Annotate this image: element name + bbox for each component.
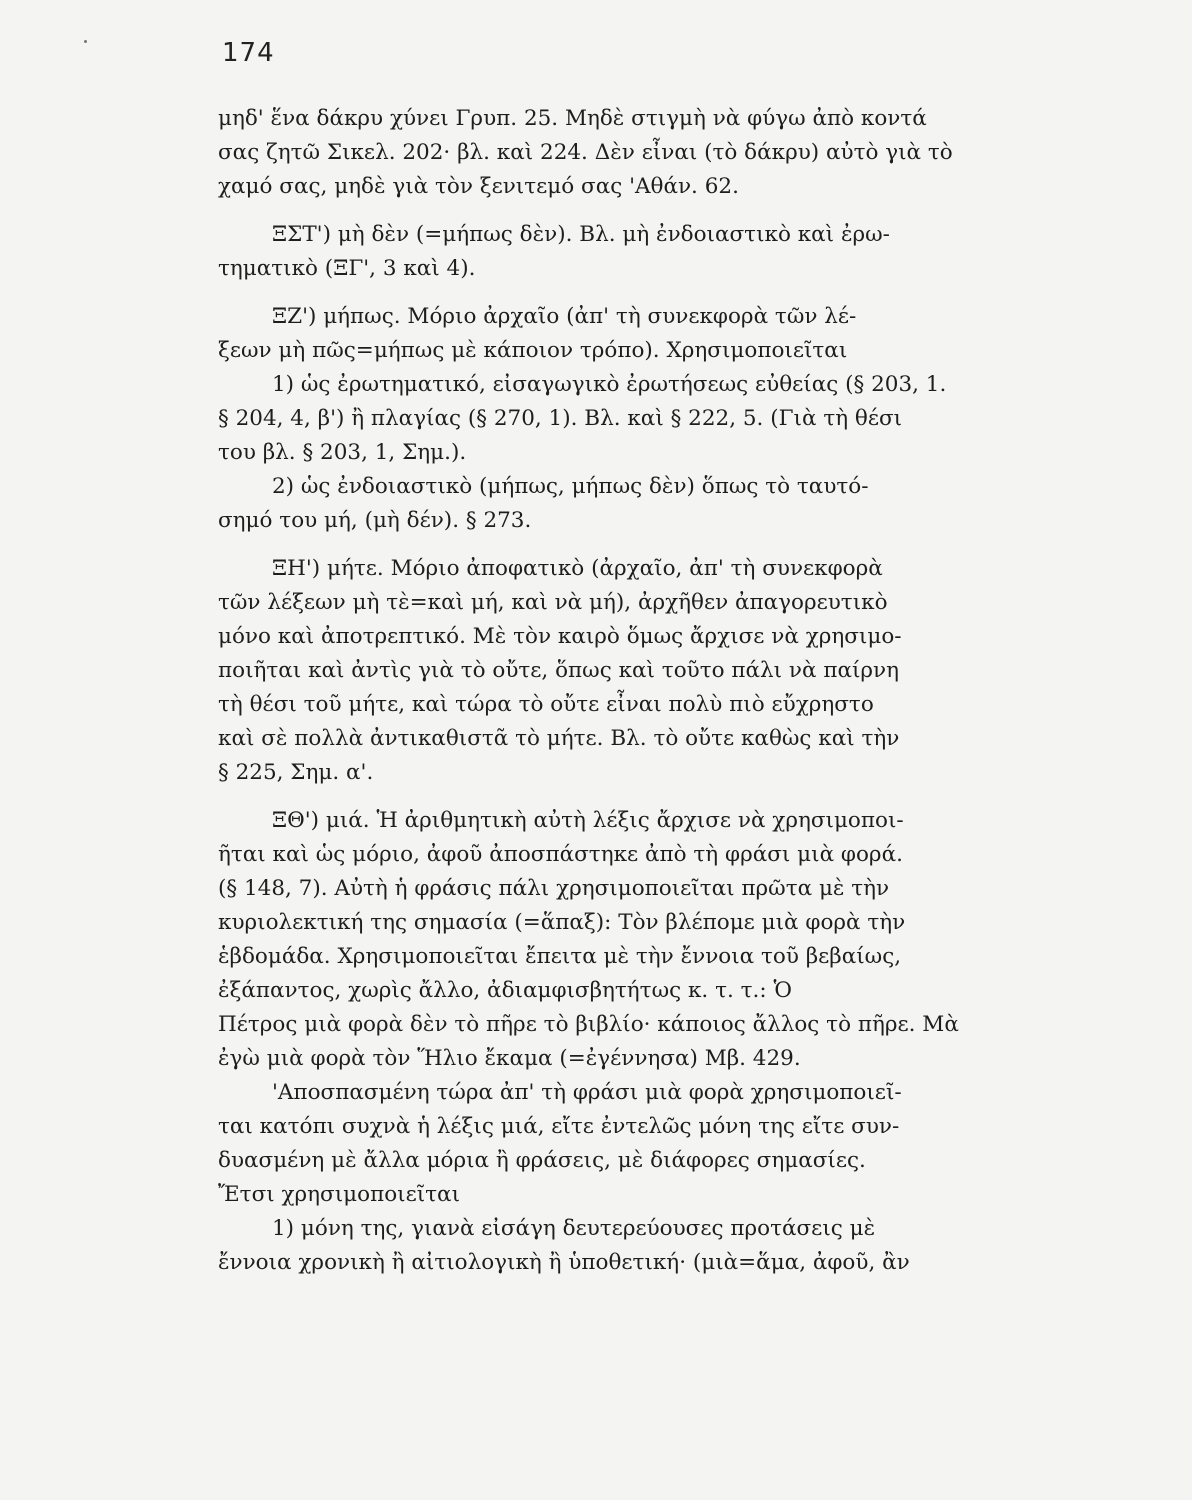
text-line: ξεων μὴ πῶς=μήπως μὲ κάποιον τρόπο). Χρησιμοποιεῖται	[218, 338, 848, 363]
text-line: τὴ θέσι τοῦ μήτε, καὶ τώρα τὸ οὔτε εἶναι πολὺ πιὸ εὔχρηστο	[218, 692, 874, 717]
paragraph-gap	[218, 790, 1070, 804]
text-line: τηματικὸ (ΞΓ', 3 καὶ 4).	[218, 256, 476, 281]
text-line: σημό του μή, (μὴ δέν). § 273.	[218, 508, 532, 533]
text-line: 1) ὡς ἐρωτηματικό, εἰσαγωγικὸ ἐρωτήσεως εὐθείας (§ 203, 1.	[272, 372, 947, 397]
text-line: ἐγὼ μιὰ φορὰ τὸν Ἥλιο ἔκαμα (=ἐγέννησα) Μβ. 429.	[218, 1046, 801, 1071]
text-line: § 225, Σημ. α'.	[218, 760, 374, 785]
print-speck	[84, 40, 87, 43]
text-line: Ἔτσι χρησιμοποιεῖται	[218, 1182, 461, 1207]
text-line: (§ 148, 7). Αὐτὴ ἡ φράσις πάλι χρησιμοποιεῖται πρῶτα μὲ τὴν	[218, 876, 890, 901]
text-line: καὶ σὲ πολλὰ ἀντικαθιστᾶ τὸ μήτε. Βλ. τὸ οὔτε καθὼς καὶ τὴν	[218, 726, 900, 751]
text-line: του βλ. § 203, 1, Σημ.).	[218, 440, 467, 465]
text-line: τῶν λέξεων μὴ τὲ=καὶ μή, καὶ νὰ μή), ἀρχῆθεν ἀπαγορευτικὸ	[218, 590, 888, 615]
paragraph-gap	[218, 286, 1070, 300]
text-line: § 204, 4, β') ἢ πλαγίας (§ 270, 1). Βλ. καὶ § 222, 5. (Γιὰ τὴ θέσι	[218, 406, 903, 431]
text-line: ΞΘ') μιά. Ἡ ἀριθμητικὴ αὐτὴ λέξις ἄρχισε νὰ χρησιμοποι-	[272, 808, 904, 833]
page-number: 174	[222, 38, 275, 68]
body-text	[218, 102, 1070, 1280]
text-line: ποιῆται καὶ ἀντὶς γιὰ τὸ οὔτε, ὅπως καὶ τοῦτο πάλι νὰ παίρνη	[218, 658, 900, 683]
text-line: ΞΗ') μήτε. Μόριο ἀποφατικὸ (ἀρχαῖο, ἀπ' τὴ συνεκφορὰ	[272, 556, 883, 581]
text-line: κυριολεκτική της σημασία (=ἅπαξ): Τὸν βλέπομε μιὰ φορὰ τὴν	[218, 910, 906, 935]
text-line: 2) ὡς ἐνδοιαστικὸ (μήπως, μήπως δὲν) ὅπως τὸ ταυτό-	[272, 474, 869, 499]
text-line: 1) μόνη της, γιανὰ εἰσάγη δευτερεύουσες προτάσεις μὲ	[272, 1216, 876, 1241]
text-line: ΞΣΤ') μὴ δὲν (=μήπως δὲν). Βλ. μὴ ἐνδοιαστικὸ καὶ ἐρω-	[272, 222, 890, 247]
paragraph-gap	[218, 204, 1070, 218]
text-line: ἐξάπαντος, χωρὶς ἄλλο, ἀδιαμφισβητήτως κ. τ. τ.: Ὁ	[218, 978, 792, 1003]
text-line: σας ζητῶ Σικελ. 202· βλ. καὶ 224. Δὲν εἶναι (τὸ δάκρυ) αὐτὸ γιὰ τὸ	[218, 140, 953, 165]
text-line: 'Αποσπασμένη τώρα ἀπ' τὴ φράσι μιὰ φορὰ χρησιμοποιεῖ-	[272, 1080, 902, 1105]
text-line: μόνο καὶ ἀποτρεπτικό. Μὲ τὸν καιρὸ ὅμως ἄρχισε νὰ χρησιμο-	[218, 624, 902, 649]
paragraph-gap	[218, 538, 1070, 552]
text-line: ται κατόπι συχνὰ ἡ λέξις μιά, εἴτε ἐντελῶς μόνη της εἴτε συν-	[218, 1114, 900, 1139]
text-line: ΞΖ') μήπως. Μόριο ἀρχαῖο (ἀπ' τὴ συνεκφορὰ τῶν λέ-	[272, 304, 857, 329]
text-line: Πέτρος μιὰ φορὰ δὲν τὸ πῆρε τὸ βιβλίο· κάποιος ἄλλος τὸ πῆρε. Μὰ	[218, 1012, 959, 1037]
text-line: μηδ' ἕνα δάκρυ χύνει Γρυπ. 25. Μηδὲ στιγμὴ νὰ φύγω ἀπὸ κοντά	[218, 106, 927, 131]
text-line: ἑβδομάδα. Χρησιμοποιεῖται ἔπειτα μὲ τὴν ἔννοια τοῦ βεβαίως,	[218, 944, 902, 969]
text-line: ἔννοια χρονικὴ ἢ αἰτιολογικὴ ἢ ὑποθετική· (μιὰ=ἅμα, ἀφοῦ, ἂν	[218, 1250, 910, 1275]
text-line: χαμό σας, μηδὲ γιὰ τὸν ξενιτεμό σας 'Αθάν. 62.	[218, 174, 739, 199]
text-line: δυασμένη μὲ ἄλλα μόρια ἢ φράσεις, μὲ διάφορες σημασίες.	[218, 1148, 866, 1173]
text-line: ῆται καὶ ὡς μόριο, ἀφοῦ ἀποσπάστηκε ἀπὸ τὴ φράσι μιὰ φορά.	[218, 842, 903, 867]
